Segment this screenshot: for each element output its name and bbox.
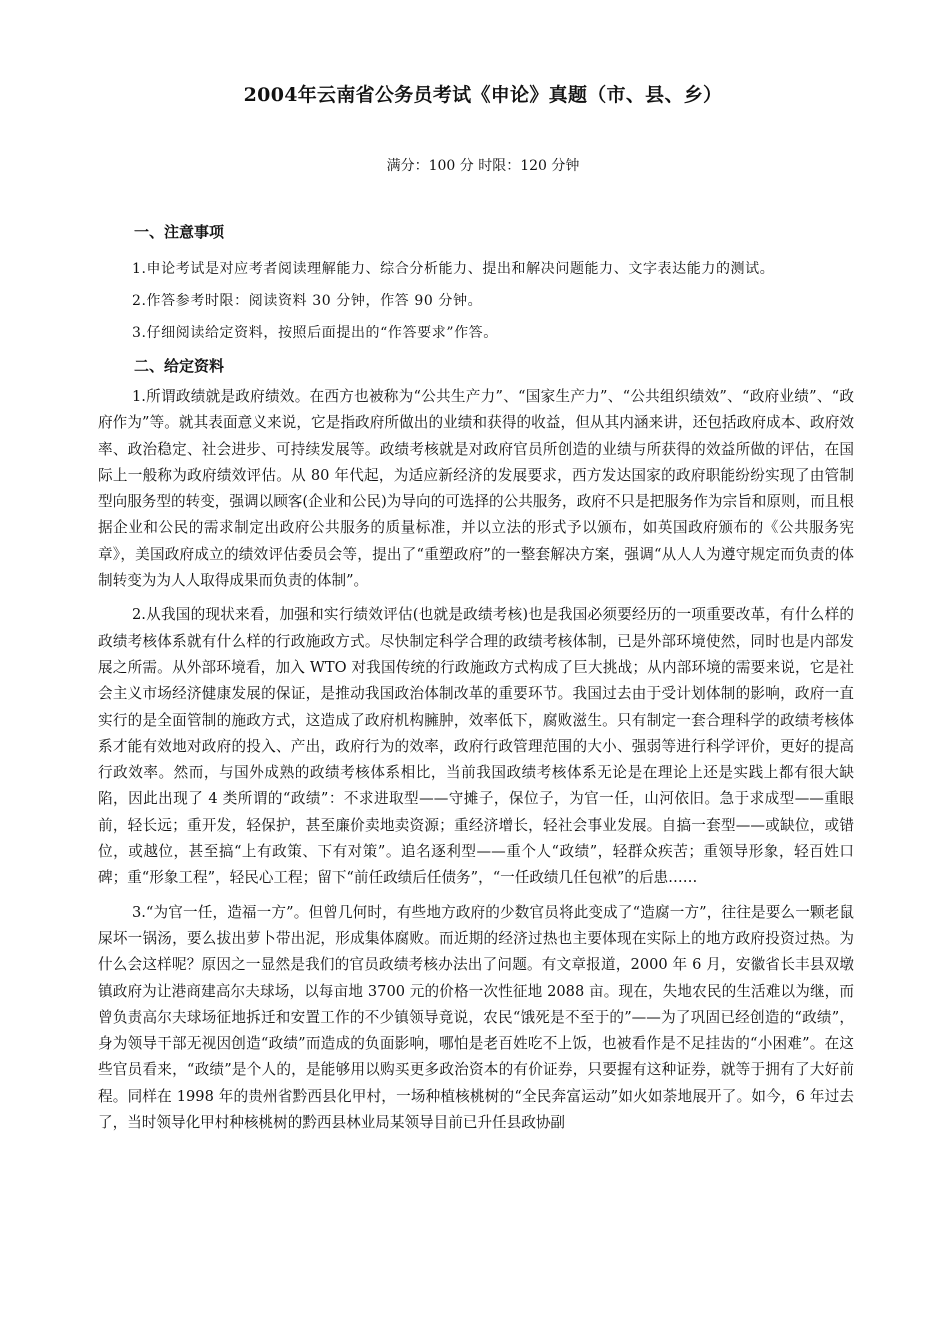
material-paragraph: 2.从我国的现状来看，加强和实行绩效评估(也就是政绩考核)也是我国必须要经历的一项重要改革，有什么样的政绩考核体系就有什么样的行政施政方式。尽快制定科学合理的政绩考核体制，已是外部环境使然，同时也是内部发展之所需。从外部环境看，加入 WTO 对我国传统的行政施政方式构成了巨大挑战；从内部环境的需要来说，它是社会主义市场经济健康发展的保证，是推动我国政治体制改革的重要环节。我国过去由于受计划体制的影响，政府一直实行的是全面管制的施政方式，这造成了政府机构臃肿，效率低下，腐败滋生。只有制定一套合理科学的政绩考核体系才能有效地对政府的投入、产出，政府行为的效率，政府行政管理范围的大小、强弱等进行科学评价，更好的提高行政效率。然而，与国外成熟的政绩考核体系相比，当前我国政绩考核体系无论是在理论上还是实践上都有很大缺陷，因此出现了 4 类所谓的“政绩”：不求进取型——守摊子，保位子，为官一任，山河依旧。急于求成型——重眼前，轻长远；重开发，轻保护，甚至廉价卖地卖资源；重经济增长，轻社会事业发展。自搞一套型——或缺位，或错位，或越位，甚至搞“上有政策、下有对策”。追名逐利型——重个人“政绩”，轻群众疾苦；重领导形象，轻百姓口碑；重“形象工程”，轻民心工程；留下“前任政绩后任债务”，“一任政绩几任包袱”的后患…… [98, 606, 854, 887]
section-heading-materials: 二、给定资料 [134, 357, 225, 375]
section-heading-notice: 一、注意事项 [134, 223, 225, 241]
document-body [98, 220, 854, 1144]
document-title: 2004年云南省公务员考试《申论》真题（市、县、乡） [243, 84, 723, 106]
notice-item: 3.仔细阅读给定资料，按照后面提出的“作答要求”作答。 [132, 325, 498, 341]
material-paragraph: 1.所谓政绩就是政府绩效。在西方也被称为“公共生产力”、“国家生产力”、“公共组织绩效”、“政府业绩”、“政府作为”等。就其表面意义来说，它是指政府所做出的业绩和获得的收益，但从其内涵来讲，还包括政府成本、政府效率、政治稳定、社会进步、可持续发展等。政绩考核就是对政府官员所创造的业绩与所获得的效益所做的评估，在国际上一般称为政府绩效评估。从 80 年代起，为适应新经济的发展要求，西方发达国家的政府职能纷纷实现了由管制型向服务型的转变，强调以顾客(企业和公民)为导向的可选择的公共服务，政府不只是把服务作为宗旨和原则，而且根据企业和公民的需求制定出政府公共服务的质量标准，并以立法的形式予以颁布，如英国政府颁布的《公共服务宪章》，美国政府成立的绩效评估委员会等，提出了“重塑政府”的一整套解决方案，强调“从人人为遵守规定而负责的体制转变为为人人取得成果而负责的体制”。 [98, 388, 854, 590]
material-paragraph: 3.“为官一任，造福一方”。但曾几何时，有些地方政府的少数官员将此变成了“造腐一方”，往往是要么一颗老鼠屎坏一锅汤，要么拔出萝卜带出泥，形成集体腐败。而近期的经济过热也主要体现在实际上的地方政府投资过热。为什么会这样呢？原因之一显然是我们的官员政绩考核办法出了问题。有文章报道，2000 年 6 月，安徽省长丰县双墩镇政府为让港商建高尔夫球场，以每亩地 3700 元的价格一次性征地 2088 亩。现在，失地农民的生活难以为继，而曾负责高尔夫球场征地拆迁和安置工作的不少镇领导竟说，农民“饿死是不至于的”——为了巩固已经创造的“政绩”，身为领导干部无视因创造“政绩”而造成的负面影响，哪怕是老百姓吃不上饭，也被看作是不足挂齿的“小困难”。在这些官员看来，“政绩”是个人的，是能够用以购买更多政治资本的有价证券，只要握有这种证券，就等于拥有了大好前程。同样在 1998 年的贵州省黔西县化甲村，一场种植核桃树的“全民奔富运动”如火如荼地展开了。如今，6 年过去了，当时领导化甲村种核桃树的黔西县林业局某领导目前已升任县政协副 [98, 903, 854, 1132]
notice-item: 1.申论考试是对应考者阅读理解能力、综合分析能力、提出和解决问题能力、文字表达能力的测试。 [132, 261, 775, 277]
exam-info: 满分：100 分 时限：120 分钟 [386, 158, 580, 174]
notice-item: 2.作答参考时限：阅读资料 30 分钟，作答 90 分钟。 [132, 293, 483, 309]
